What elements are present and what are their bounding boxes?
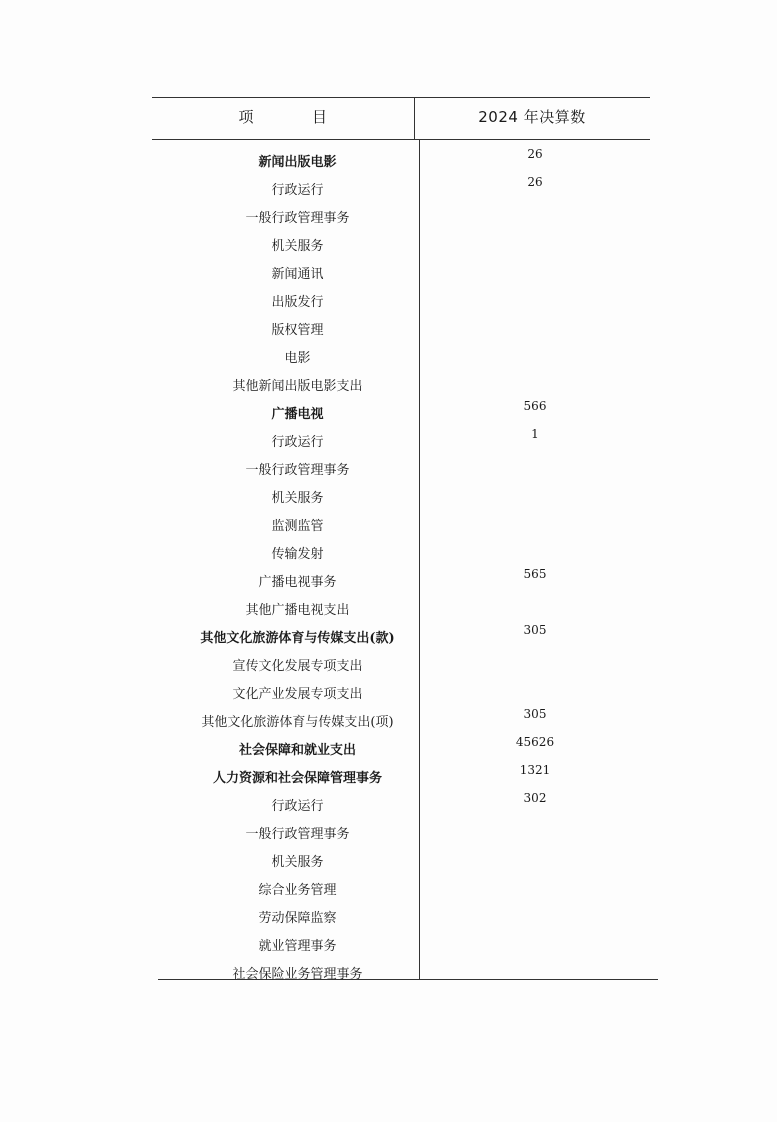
table-row — [0, 930, 777, 958]
row-item-name: 广播电视 — [271, 407, 324, 422]
table-row — [0, 566, 777, 594]
item-column-header — [152, 106, 414, 127]
table-row — [0, 146, 777, 174]
row-amount: 1 — [531, 427, 539, 441]
row-item-name: 新闻出版电影 — [258, 155, 337, 170]
row-amount: 566 — [523, 399, 547, 413]
table-row — [0, 202, 777, 230]
row-item-name: 传输发射 — [271, 547, 324, 562]
table-row — [0, 790, 777, 818]
table-row — [0, 762, 777, 790]
row-item-name: 综合业务管理 — [258, 883, 337, 898]
row-item-name: 监测监管 — [271, 519, 324, 534]
row-item-name: 文化产业发展专项支出 — [232, 687, 363, 702]
row-item-name: 社会保障和就业支出 — [238, 743, 356, 758]
table-row — [0, 594, 777, 622]
table-row — [0, 874, 777, 902]
row-amount: 565 — [523, 567, 547, 581]
table-row — [0, 678, 777, 706]
table-body — [0, 146, 777, 986]
row-amount: 26 — [527, 147, 543, 161]
row-item-name: 广播电视事务 — [258, 575, 337, 590]
row-item-name: 版权管理 — [271, 323, 324, 338]
item-header-char-1: 项 — [238, 108, 254, 126]
row-amount: 1321 — [519, 763, 551, 777]
item-header-char-2: 目 — [312, 108, 328, 126]
table-row — [0, 454, 777, 482]
row-item-name: 机关服务 — [271, 491, 324, 506]
row-amount: 305 — [523, 623, 547, 637]
table-row — [0, 314, 777, 342]
table-row — [0, 958, 777, 986]
row-item-name: 其他文化旅游体育与传媒支出(款) — [200, 631, 395, 646]
table-row — [0, 174, 777, 202]
row-item-name: 新闻通讯 — [271, 267, 324, 282]
row-item-name: 行政运行 — [271, 183, 324, 198]
row-item-name: 机关服务 — [271, 239, 324, 254]
table-row — [0, 538, 777, 566]
row-amount: 305 — [523, 707, 547, 721]
year-column-header: 2024 年决算数 — [478, 108, 586, 126]
row-amount: 45626 — [515, 735, 555, 749]
row-item-name: 一般行政管理事务 — [245, 827, 350, 842]
table-row — [0, 230, 777, 258]
row-item-name: 行政运行 — [271, 799, 324, 814]
table-row — [0, 426, 777, 454]
table-row — [0, 286, 777, 314]
row-item-name: 电影 — [284, 351, 311, 366]
row-amount: 26 — [527, 175, 543, 189]
table-top-rule — [152, 97, 650, 98]
row-item-name: 就业管理事务 — [258, 939, 337, 954]
table-row — [0, 510, 777, 538]
table-row — [0, 482, 777, 510]
table-row — [0, 650, 777, 678]
row-item-name: 其他广播电视支出 — [245, 603, 350, 618]
row-item-name: 一般行政管理事务 — [245, 463, 350, 478]
table-header-rule — [152, 139, 650, 140]
table-row — [0, 902, 777, 930]
table-row — [0, 846, 777, 874]
row-item-name: 机关服务 — [271, 855, 324, 870]
table-row — [0, 622, 777, 650]
table-row — [0, 342, 777, 370]
table-row — [0, 398, 777, 426]
row-item-name: 其他文化旅游体育与传媒支出(项) — [201, 715, 394, 730]
row-item-name: 出版发行 — [271, 295, 324, 310]
row-item-name: 劳动保障监察 — [258, 911, 337, 926]
table-row — [0, 818, 777, 846]
row-item-name: 人力资源和社会保障管理事务 — [212, 771, 382, 786]
row-item-name: 社会保险业务管理事务 — [232, 967, 363, 982]
row-item-name: 行政运行 — [271, 435, 324, 450]
row-item-name: 一般行政管理事务 — [245, 211, 350, 226]
table-row — [0, 258, 777, 286]
row-item-name: 其他新闻出版电影支出 — [232, 379, 363, 394]
table-row — [0, 734, 777, 762]
row-amount: 302 — [523, 791, 547, 805]
table-row — [0, 706, 777, 734]
table-row — [0, 370, 777, 398]
row-item-name: 宣传文化发展专项支出 — [232, 659, 363, 674]
